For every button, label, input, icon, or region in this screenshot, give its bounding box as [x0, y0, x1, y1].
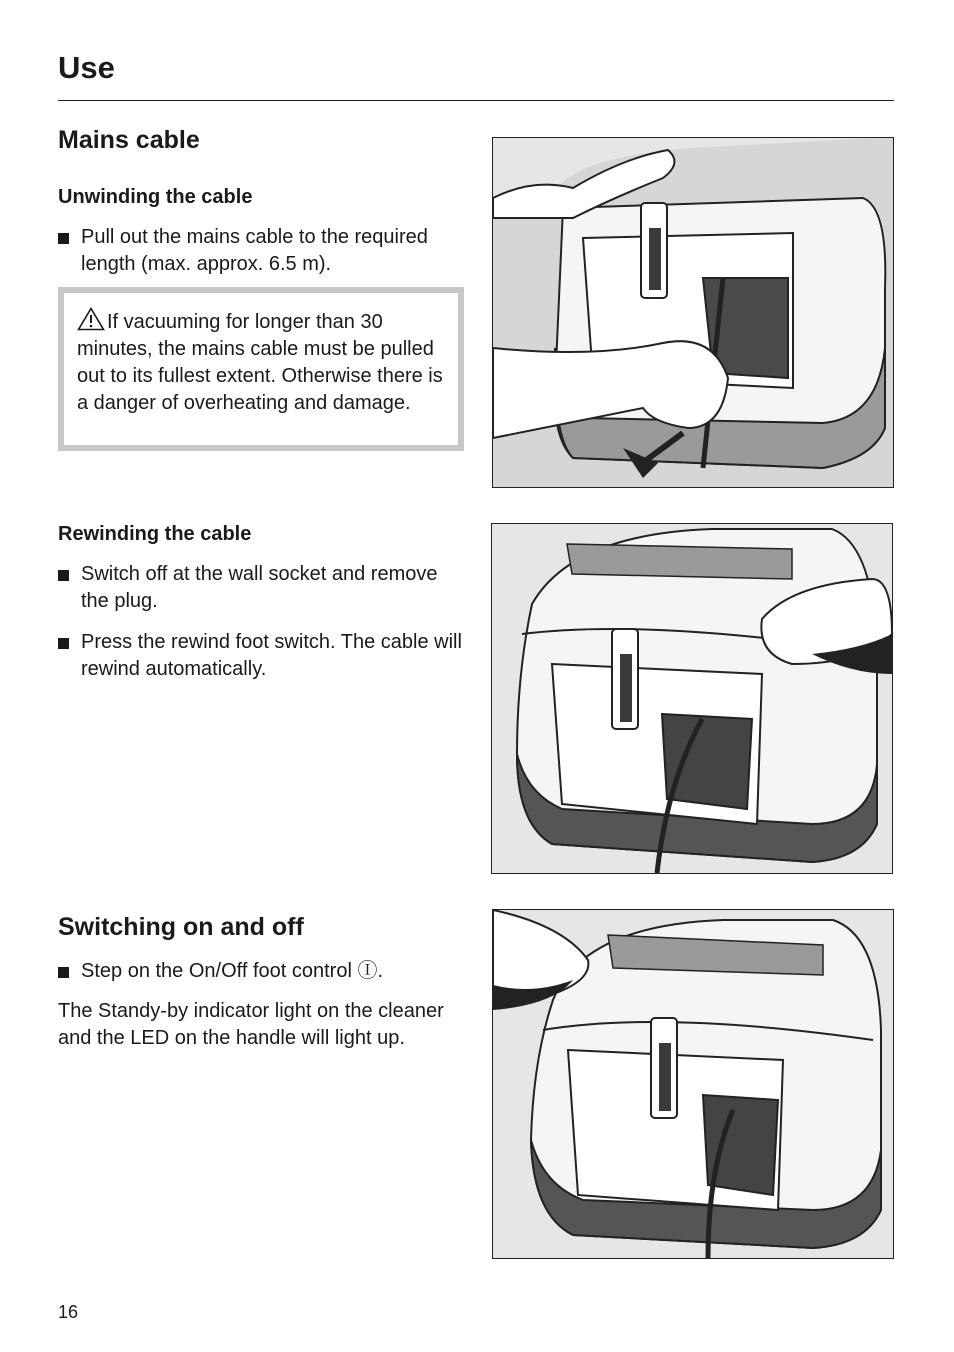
square-bullet-icon	[58, 233, 69, 244]
page-number: 16	[58, 1302, 79, 1322]
square-bullet-icon	[58, 967, 69, 978]
vacuum-cleaner-illustration	[492, 524, 892, 873]
list-item-text: Switch off at the wall socket and remove the plug.	[81, 563, 438, 612]
list-item	[58, 561, 468, 615]
subheading-rewinding: Rewinding the cable	[58, 523, 252, 545]
figure-unwinding-cable	[492, 137, 894, 488]
list-item	[58, 629, 468, 683]
switching-note: The Standy-by indicator light on the cleaner and the LED on the handle will light up.	[58, 1000, 444, 1049]
list-item	[58, 958, 468, 985]
page-title: Use	[58, 50, 115, 85]
subheading-unwinding: Unwinding the cable	[58, 186, 253, 208]
section-heading-switching: Switching on and off	[58, 913, 304, 941]
warning-text: If vacuuming for longer than 30 minutes, the mains cable must be pulled out to its fullest extent. Otherwise there is a danger of overheating and damage.	[77, 311, 443, 414]
list-item-text: Pull out the mains cable to the required length (max. approx. 6.5 m).	[81, 226, 428, 275]
vacuum-cleaner-illustration	[493, 910, 893, 1258]
warning-box	[58, 287, 464, 451]
figure-rewinding-cable	[491, 523, 893, 874]
header-rule	[58, 100, 894, 101]
list-item	[58, 224, 468, 278]
figure-switching-on	[492, 909, 894, 1259]
warning-triangle-icon	[77, 307, 105, 331]
list-item-text: Press the rewind foot switch. The cable will rewind automatically.	[81, 631, 462, 680]
section-heading-mains-cable: Mains cable	[58, 126, 200, 154]
vacuum-cleaner-illustration	[493, 138, 893, 487]
list-item-text: Step on the On/Off foot control Ⓘ.	[81, 960, 384, 982]
square-bullet-icon	[58, 638, 69, 649]
warning-text-block	[77, 307, 447, 417]
square-bullet-icon	[58, 570, 69, 581]
